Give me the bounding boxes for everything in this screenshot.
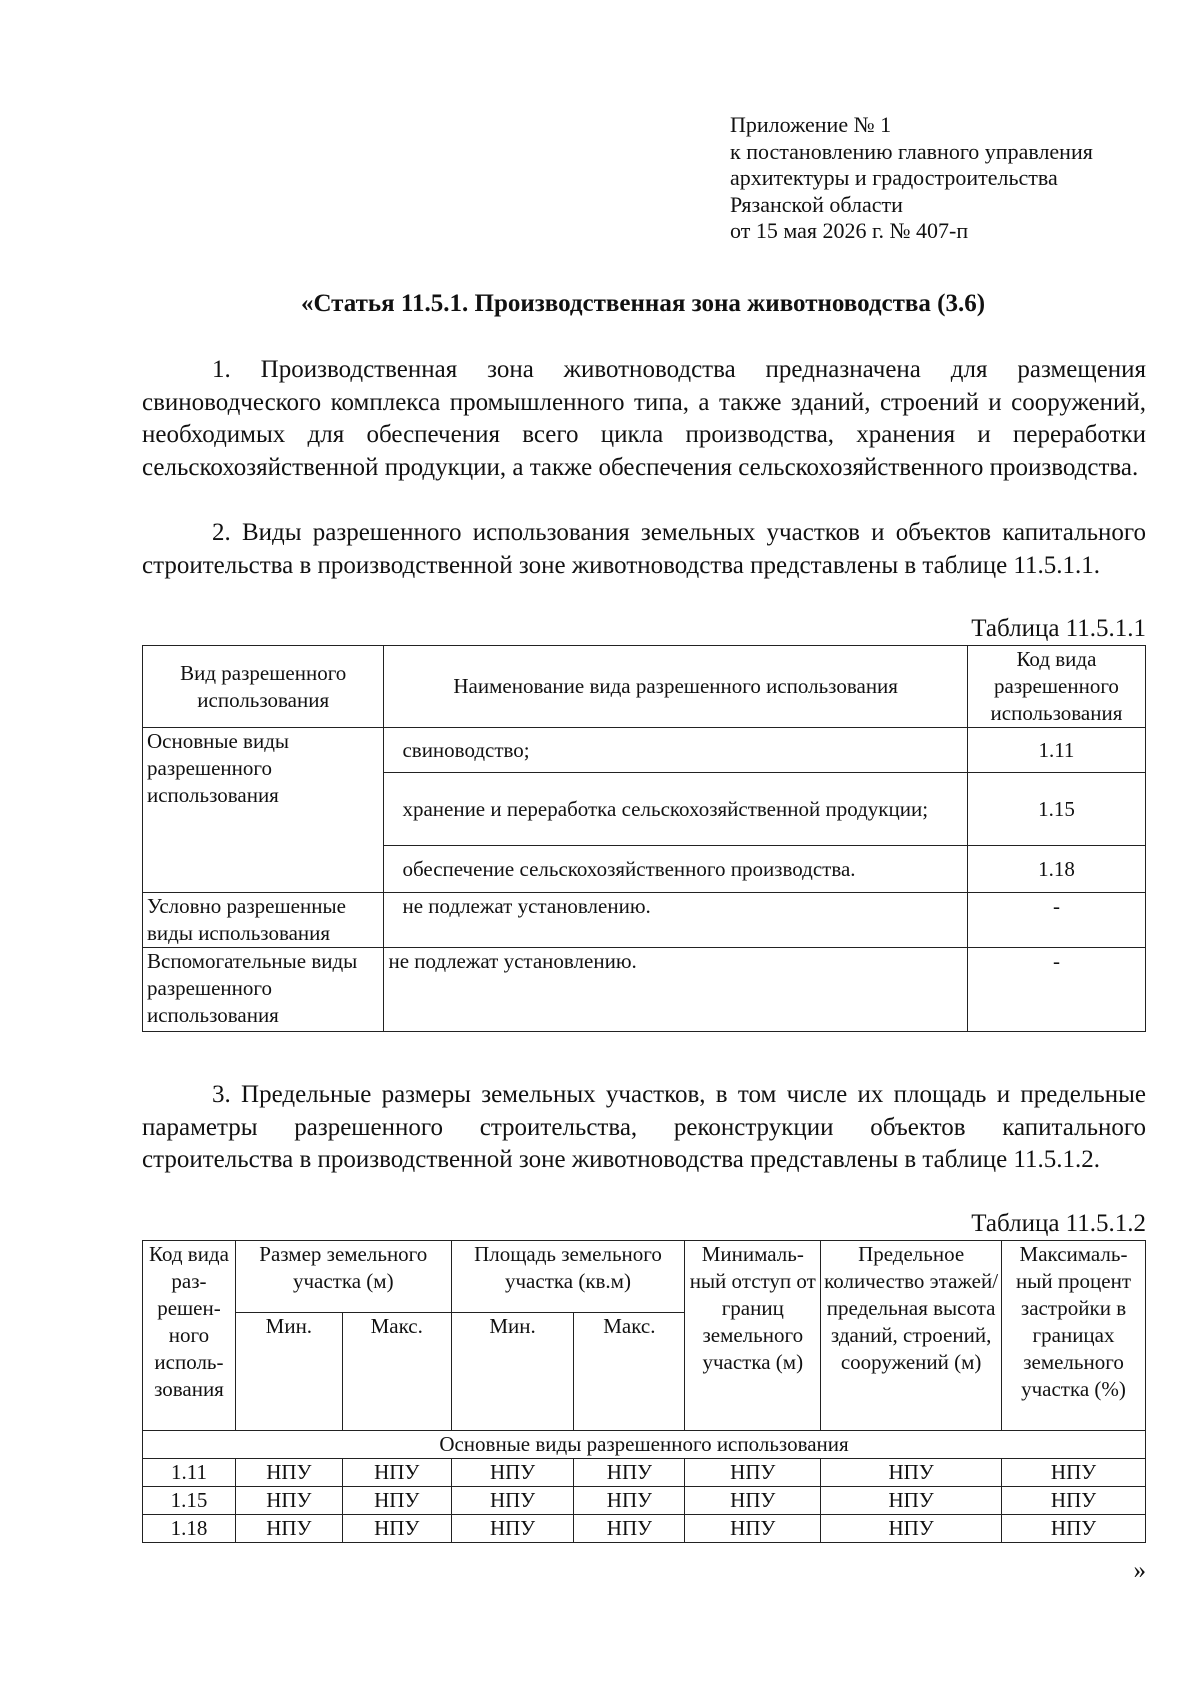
use-code-cell: 1.15 [967,773,1145,846]
use-name-cell: не подлежат установлению. [384,948,967,1032]
header-cell: Минималь-ный отступ от границ земельного участка (м) [685,1241,821,1431]
appendix-line: от 15 мая 2026 г. № 407-п [730,218,969,243]
appendix-line: архитектуры и градостроительства [730,165,1058,190]
table-row [143,1459,1146,1487]
table-cell: НПУ [342,1487,451,1515]
parameters-table [142,1240,1146,1543]
article-heading: «Статья 11.5.1. Производственная зона животноводства (3.6) [300,290,986,317]
table-cell: НПУ [821,1487,1002,1515]
use-code-cell: - [967,948,1145,1032]
use-code-cell: 1.18 [967,846,1145,893]
paragraph-3: 3. Предельные размеры земельных участков, в том числе их площадь и предельные параметры разрешенного строительства, реконструкции объектов капитального строительства в производственной зоне животноводства представлены в таблице 11.5.1.2. [142,1081,1146,1173]
table-cell: НПУ [342,1515,451,1543]
table-cell: НПУ [1002,1515,1146,1543]
table-cell: НПУ [451,1515,574,1543]
category-cell: Основные виды разрешенного использования [143,728,384,893]
header-cell: Мин. [451,1313,574,1431]
header-cell: Макс. [574,1313,685,1431]
closing-quote: » [1133,1557,1146,1584]
use-name-cell: обеспечение сельскохозяйственного производства. [384,846,967,893]
table-cell: НПУ [342,1459,451,1487]
table-cell: НПУ [821,1459,1002,1487]
group-label-cell: Основные виды разрешенного использования [143,1431,1146,1459]
table-cell: НПУ [1002,1459,1146,1487]
use-name-cell: хранение и переработка сельскохозяйственной продукции; [384,773,967,846]
header-cell: Вид разрешенного использования [143,646,384,728]
table-cell: НПУ [451,1459,574,1487]
table-2-caption: Таблица 11.5.1.2 [971,1210,1146,1237]
table-cell: НПУ [574,1515,685,1543]
table-cell: 1.18 [143,1515,236,1543]
table-cell: НПУ [574,1459,685,1487]
header-cell: Код вида разрешенного использования [967,646,1145,728]
table-cell: 1.11 [143,1459,236,1487]
header-cell: Макс. [342,1313,451,1431]
category-cell: Вспомогательные виды разрешенного использования [143,948,384,1032]
use-code-cell: 1.11 [967,728,1145,773]
header-cell: Предельное количество этажей/ предельная высота зданий, строений, сооружений (м) [821,1241,1002,1431]
use-code-cell: - [967,893,1145,948]
header-cell: Площадь земельного участка (кв.м) [451,1241,685,1313]
table-cell: 1.15 [143,1487,236,1515]
table-row [143,1515,1146,1543]
table-header-row [143,646,1146,728]
table-cell: НПУ [685,1515,821,1543]
table-row [143,728,1146,773]
header-cell: Наименование вида разрешенного использования [384,646,967,728]
table-cell: НПУ [574,1487,685,1515]
use-name-cell: свиноводство; [384,728,967,773]
table-cell: НПУ [1002,1487,1146,1515]
table-group-row [143,1431,1146,1459]
table-cell: НПУ [235,1459,342,1487]
header-cell: Код вида раз-решен-ного исполь-зования [143,1241,236,1431]
header-cell: Размер земельного участка (м) [235,1241,451,1313]
table-cell: НПУ [451,1487,574,1515]
table-cell: НПУ [235,1487,342,1515]
appendix-line: Рязанской области [730,191,903,217]
table-cell: НПУ [821,1515,1002,1543]
table-row [143,1487,1146,1515]
paragraph-2: 2. Виды разрешенного использования земельных участков и объектов капитального строительства в производственной зоне животноводства представлены в таблице 11.5.1.1. [142,519,1146,579]
appendix-header [730,112,1093,245]
table-header-row [143,1241,1146,1313]
use-name-cell: не подлежат установлению. [384,893,967,948]
table-1-caption: Таблица 11.5.1.1 [971,615,1146,642]
table-cell: НПУ [685,1487,821,1515]
paragraph-1: 1. Производственная зона животноводства предназначена для размещения свиноводческого комплекса промышленного типа, а также зданий, строений и сооружений, необходимых для обеспечения всего цикла производства, хранения и переработки сельскохозяйственной продукции, а также обеспечения сельскохозяйственного производства. [142,356,1146,481]
table-cell: НПУ [685,1459,821,1487]
permitted-use-table [142,645,1146,1032]
table-row [143,948,1146,1032]
category-cell: Условно разрешенные виды использования [143,893,384,948]
header-cell: Максималь-ный процент застройки в границах земельного участка (%) [1002,1241,1146,1431]
header-cell: Мин. [235,1313,342,1431]
appendix-line: к постановлению главного управления [730,138,1093,164]
appendix-line: Приложение № 1 [730,112,892,137]
table-row [143,893,1146,948]
table-cell: НПУ [235,1515,342,1543]
